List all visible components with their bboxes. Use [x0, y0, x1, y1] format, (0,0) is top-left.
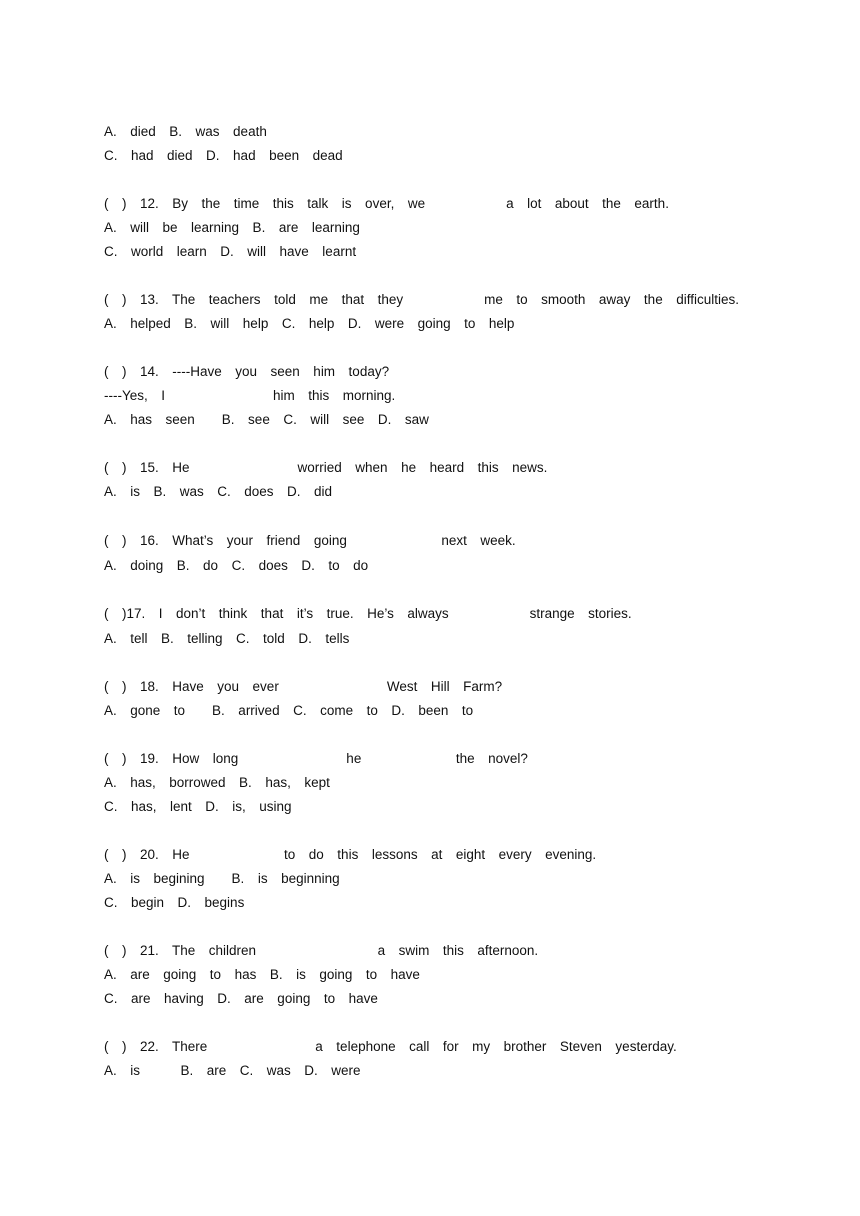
option-line: C. are having D. are going to have	[104, 991, 378, 1006]
option-line: A. doing B. do C. does D. to do	[104, 558, 369, 573]
option-line: C. has, lent D. is, using	[104, 799, 292, 814]
question-14-reply: ----Yes, I him this morning.	[104, 388, 396, 403]
option-line: C. world learn D. will have learnt	[104, 244, 357, 259]
question-19: ( ) 19. How long he the novel?	[104, 751, 528, 766]
option-line: A. is B. was C. does D. did	[104, 484, 333, 499]
option-line: A. has, borrowed B. has, kept	[104, 775, 330, 790]
question-13: ( ) 13. The teachers told me that they me to smooth away the difficulties.	[104, 292, 739, 307]
option-line: C. had died D. had been dead	[104, 148, 343, 163]
question-14: ( ) 14. ----Have you seen him today?	[104, 364, 390, 379]
option-line: A. will be learning B. are learning	[104, 220, 360, 235]
option-line: A. is begining B. is beginning	[104, 871, 340, 886]
option-line: C. begin D. begins	[104, 895, 245, 910]
option-line: A. is B. are C. was D. were	[104, 1063, 361, 1078]
option-line: A. gone to B. arrived C. come to D. been to	[104, 703, 474, 718]
question-17: ( )17. I don’t think that it’s true. He’s always strange stories.	[104, 606, 632, 621]
question-22: ( ) 22. There a telephone call for my brother Steven yesterday.	[104, 1039, 677, 1054]
question-15: ( ) 15. He worried when he heard this news.	[104, 460, 548, 475]
option-line: A. are going to has B. is going to have	[104, 967, 420, 982]
question-16: ( ) 16. What’s your friend going next week.	[104, 533, 516, 548]
option-line: A. died B. was death	[104, 124, 267, 139]
question-12: ( ) 12. By the time this talk is over, we a lot about the earth.	[104, 196, 669, 211]
question-20: ( ) 20. He to do this lessons at eight every evening.	[104, 847, 597, 862]
option-line: A. has seen B. see C. will see D. saw	[104, 412, 429, 427]
option-line: A. tell B. telling C. told D. tells	[104, 631, 350, 646]
question-18: ( ) 18. Have you ever West Hill Farm?	[104, 679, 503, 694]
question-21: ( ) 21. The children a swim this afternoon.	[104, 943, 539, 958]
option-line: A. helped B. will help C. help D. were going to help	[104, 316, 515, 331]
